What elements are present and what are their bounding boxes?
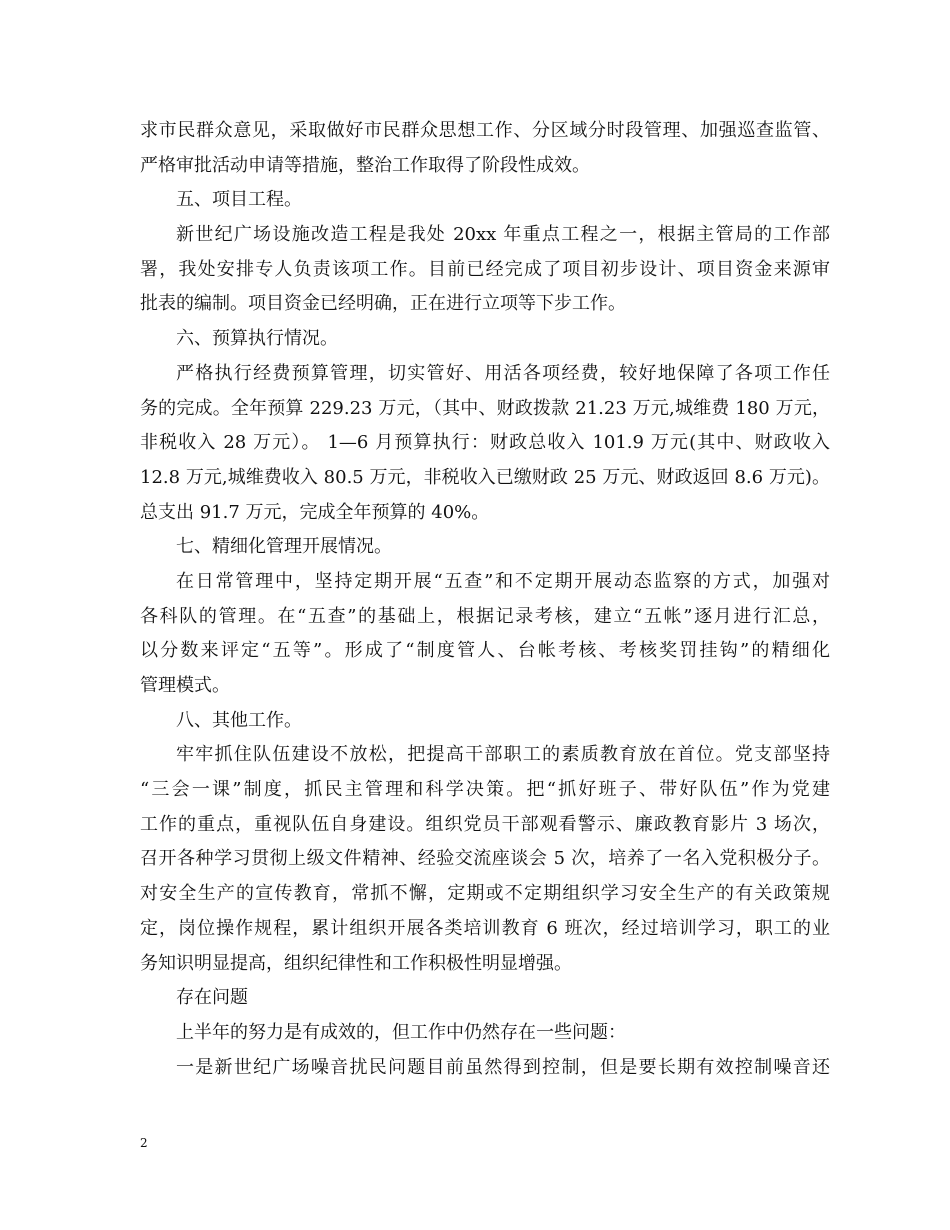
text-line: 牢牢抓住队伍建设不放松，把提高干部职工的素质教育放在首位。党支部坚持	[176, 744, 830, 766]
text-line: 严格审批活动申请等措施，整治工作取得了阶段性成效。	[140, 154, 590, 176]
text-line: 12.8 万元,城维费收入 80.5 万元，非税收入已缴财政 25 万元、财政返回 8.6 万元)。	[140, 466, 830, 488]
text-line: 署，我处安排专人负责该项工作。目前已经完成了项目初步设计、项目资金来源审	[140, 258, 830, 280]
text-line: 以分数来评定“五等”。形成了“制度管人、台帐考核、考核奖罚挂钩”的精细化	[140, 640, 830, 662]
text-line: 各科队的管理。在“五查”的基础上，根据记录考核，建立“五帐”逐月进行汇总，	[140, 605, 830, 627]
text-line: 在日常管理中，坚持定期开展“五查”和不定期开展动态监察的方式，加强对	[176, 570, 830, 592]
text-line: 对安全生产的宣传教育，常抓不懈，定期或不定期组织学习安全生产的有关政策规	[140, 883, 830, 905]
text-line: 新世纪广场设施改造工程是我处 20xx 年重点工程之一，根据主管局的工作部	[176, 224, 830, 246]
body-text	[140, 114, 830, 1085]
text-line: 非税收入 28 万元）。 1—6 月预算执行：财政总收入 101.9 万元(其中、财政收入	[140, 432, 830, 454]
section-heading: 存在问题	[176, 987, 248, 1009]
text-line: 总支出 91.7 万元，完成全年预算的 40%。	[140, 501, 490, 523]
text-line: 上半年的努力是有成效的，但工作中仍然存在一些问题：	[176, 1021, 626, 1043]
text-line: 批表的编制。项目资金已经明确，正在进行立项等下步工作。	[140, 293, 626, 315]
text-line: 严格执行经费预算管理，切实管好、用活各项经费，较好地保障了各项工作任	[176, 362, 830, 384]
page-number: 2	[140, 1136, 148, 1150]
section-heading: 七、精细化管理开展情况。	[176, 536, 392, 558]
text-line: 定，岗位操作规程，累计组织开展各类培训教育 6 班次，经过培训学习，职工的业	[140, 917, 830, 939]
text-line: 召开各种学习贯彻上级文件精神、经验交流座谈会 5 次，培养了一名入党积极分子。	[140, 848, 830, 870]
text-line: 务知识明显提高，组织纪律性和工作积极性明显增强。	[140, 952, 572, 974]
text-line: 务的完成。全年预算 229.23 万元，（其中、财政拨款 21.23 万元,城维费 180 万元，	[140, 397, 830, 419]
section-heading: 六、预算执行情况。	[176, 328, 338, 350]
text-line: 工作的重点，重视队伍自身建设。组织党员干部观看警示、廉政教育影片 3 场次，	[140, 813, 830, 835]
section-heading: 五、项目工程。	[176, 189, 302, 211]
text-line: 一是新世纪广场噪音扰民问题目前虽然得到控制，但是要长期有效控制噪音还	[176, 1056, 830, 1078]
text-line: 求市民群众意见，采取做好市民群众思想工作、分区域分时段管理、加强巡查监管、	[140, 120, 830, 141]
text-line: 管理模式。	[140, 675, 230, 696]
section-heading: 八、其他工作。	[176, 709, 302, 731]
text-line: “三会一课”制度，抓民主管理和科学决策。把“抓好班子、带好队伍”作为党建	[140, 779, 830, 801]
